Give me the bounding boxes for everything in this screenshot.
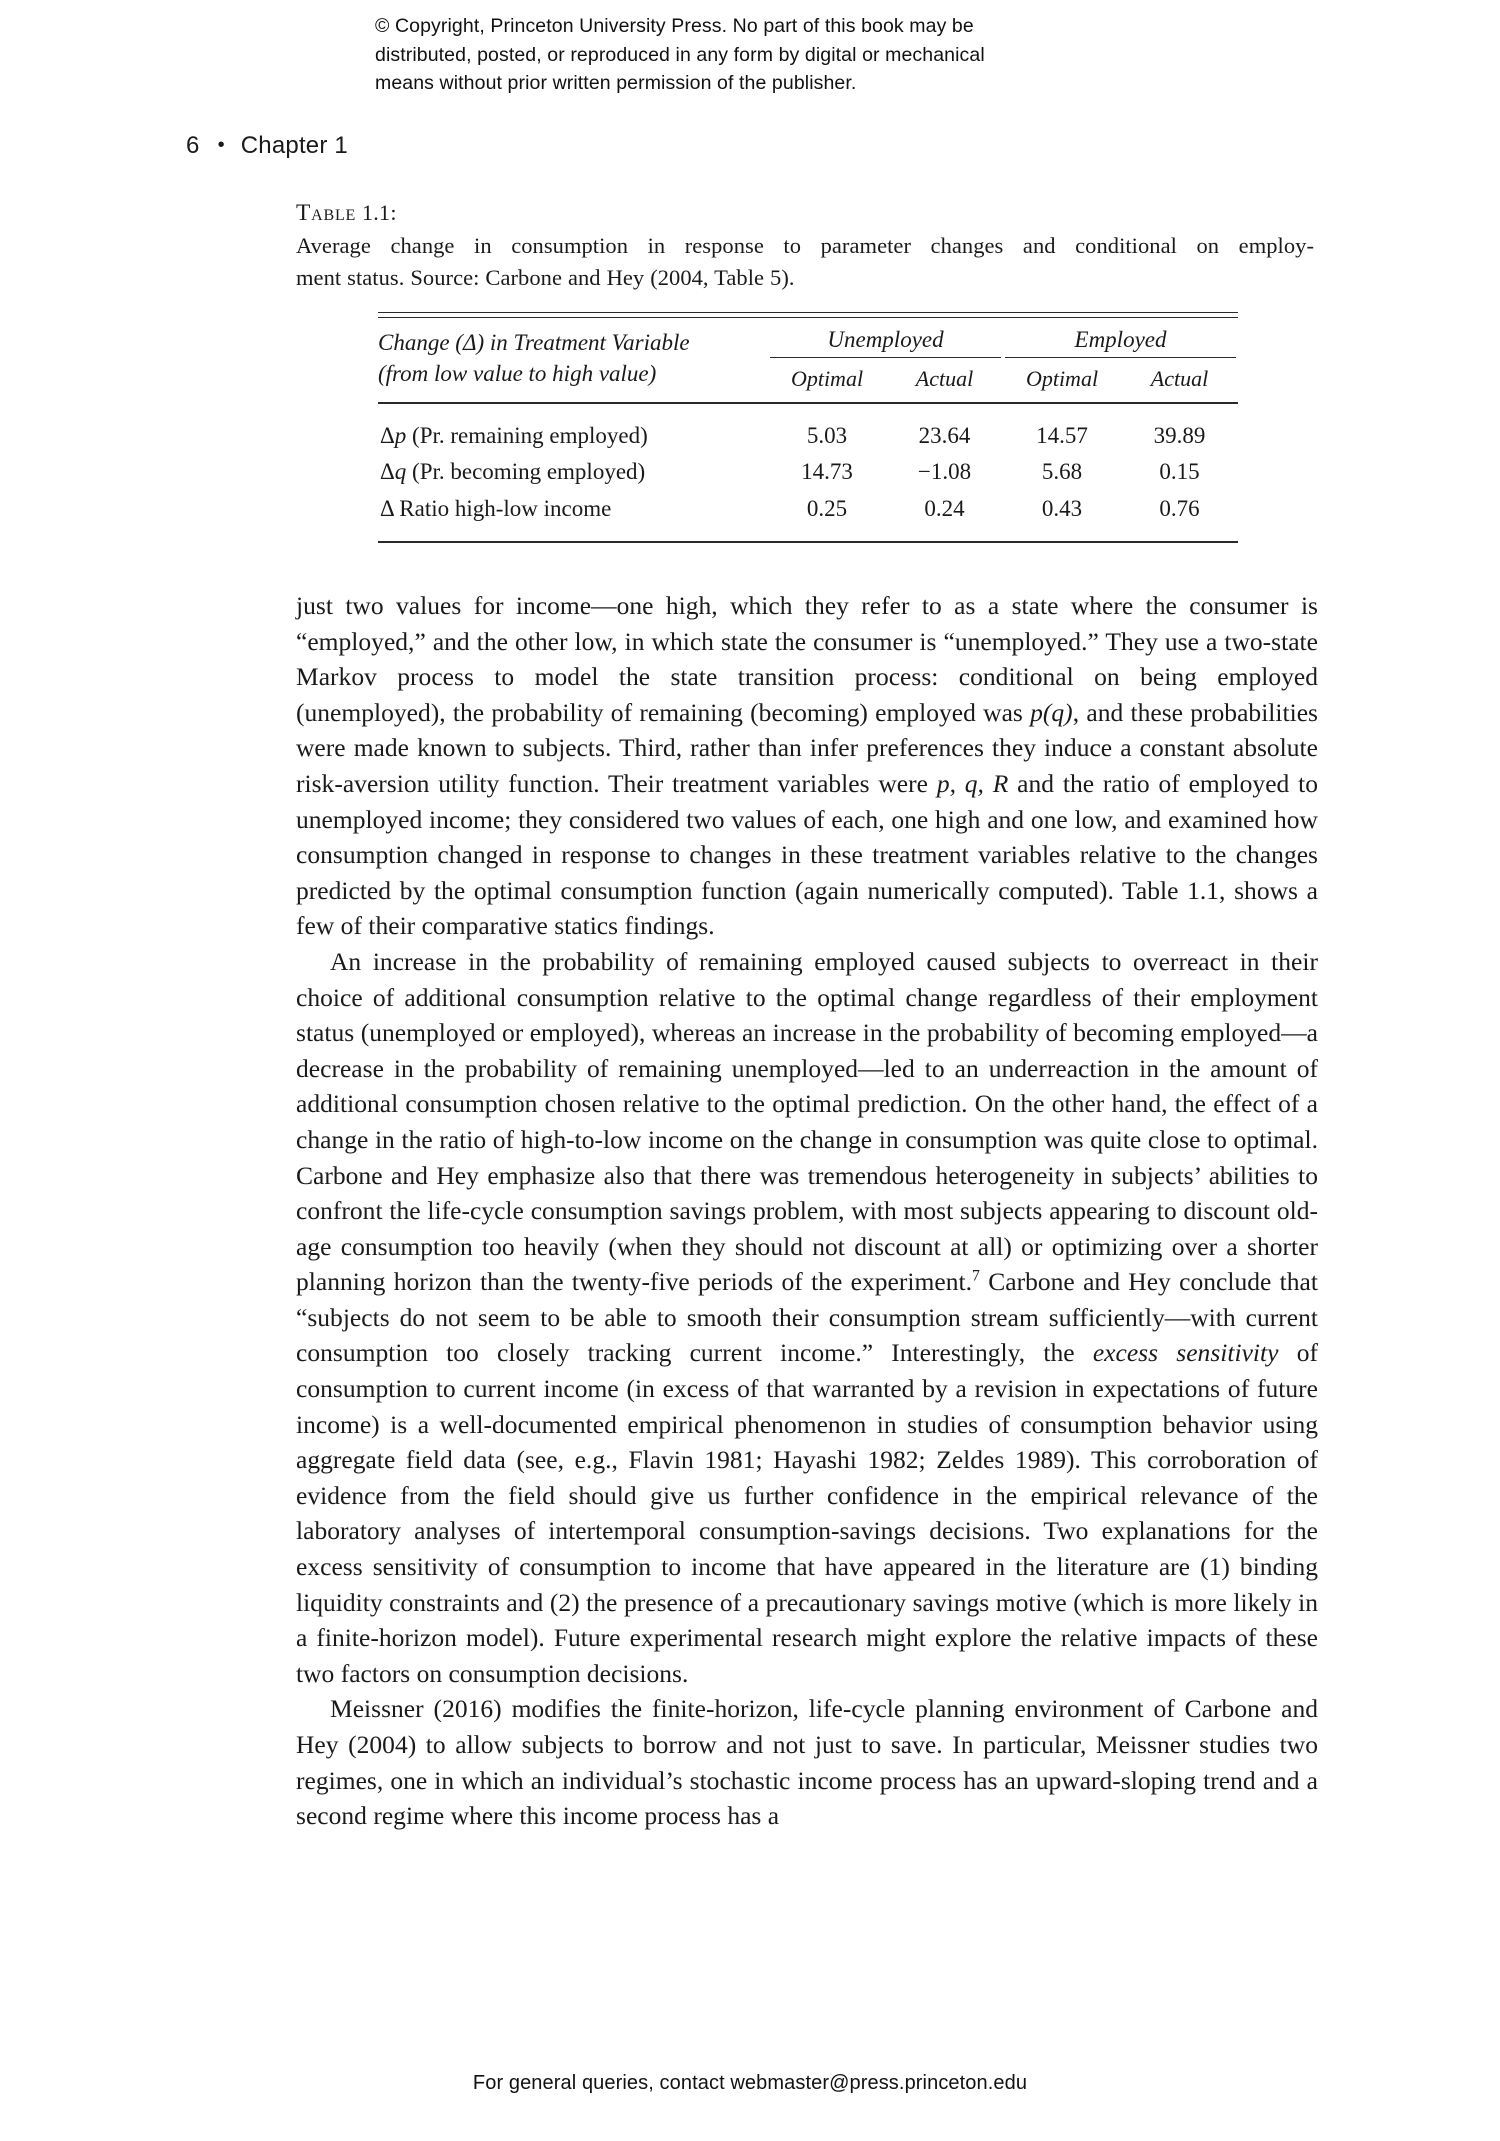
page-number: 6	[186, 132, 200, 159]
running-head	[186, 132, 348, 160]
cell-employed-optimal: 14.57	[1036, 422, 1088, 448]
running-head-separator: •	[217, 134, 225, 156]
table-header-row-groups	[378, 318, 1238, 357]
cell-employed-optimal: 0.43	[1041, 495, 1083, 521]
row-label-text: (Pr. becoming employed)	[406, 459, 646, 485]
cell-unemployed-optimal: 14.73	[801, 459, 853, 485]
stub-header-line-1: Change (Δ) in Treatment Variable	[378, 330, 690, 355]
row-symbol: Δ	[380, 422, 395, 448]
table-caption-line-1: Average change in consumption in response to parameter changes and conditional on employ-	[296, 233, 1314, 258]
para1-segment-a: just two values for income—one high, which they refer to as a state where the consumer is “employed,” and the other low, in which state the consumer is “unemployed.” They use a two-state Markov process to model the state transition process: conditional on being employed (unemployed), the probability of remaining (becoming) employed was	[296, 591, 1318, 727]
paragraph-2	[296, 944, 1318, 1691]
group-header-unemployed: Unemployed	[827, 327, 944, 352]
table-label-prefix: Table	[296, 200, 357, 226]
sub-header-employed-optimal: Optimal	[1025, 366, 1099, 392]
paragraph-3: Meissner (2016) modifies the finite-horizon, life-cycle planning environment of Carbone and Hey (2004) to allow subjects to borrow and not just to save. In particular, Meissner studies two regimes, one in which an individual’s stochastic income process has an upward-sloping trend and a second regime where this income process has a	[296, 1694, 1318, 1831]
table-bottom-rule-row	[378, 541, 1238, 543]
group-rule-unemployed	[768, 357, 1003, 364]
para1-segment-b: , and these probabilities were made known to subjects. Third, rather than infer preferences they induce a constant absolute risk-aversion utility function. Their treatment variables were	[296, 697, 1318, 798]
para1-math-pq: p(q)	[1030, 697, 1073, 727]
copyright-line-2: distributed, posted, or reproduced in any form by digital or mechanical	[375, 43, 985, 66]
table-spacer-row	[378, 527, 1238, 541]
para1-math-pqr: p, q, R	[936, 768, 1009, 798]
group-header-employed: Employed	[1074, 327, 1167, 352]
body-text	[296, 588, 1318, 1834]
table-caption-line-2: ment status. Source: Carbone and Hey (2004, Table 5).	[296, 265, 795, 290]
cell-employed-actual: 39.89	[1153, 422, 1206, 448]
para1-segment-c: and the ratio of employed to unemployed income; they considered two values of each, one high and one low, and examined how consumption changed in response to changes in these treatment variables relative to the changes predicted by the optimal consumption function (again numerically computed). Table 1.1, shows a few of their comparative statics findings.	[296, 768, 1318, 941]
row-label-delta-q	[378, 454, 768, 491]
para2-segment-a: An increase in the probability of remaining employed caused subjects to overreact in their choice of additional consumption relative to the optimal change regardless of their employment status (unemployed or employed), whereas an increase in the probability of becoming employed—a decrease in the probability of remaining unemployed—led to an underreaction in the amount of additional consumption chosen relative to the optimal prediction. On the other hand, the effect of a change in the ratio of high-to-low income on the change in consumption was quite close to optimal. Carbone and Hey emphasize also that there was tremendous heterogeneity in subjects’ abilities to confront the life-cycle consumption savings problem, with most subjects appearing to discount old-age consumption too heavily (when they should not discount at all) or optimizing over a shorter planning horizon than the twenty-five periods of the experiment.	[296, 946, 1318, 1297]
row-variable: p	[394, 422, 407, 448]
cell-unemployed-optimal: 5.03	[806, 422, 848, 448]
sub-header-unemployed-actual: Actual	[915, 366, 974, 392]
table-label-number: 1.1:	[361, 200, 397, 225]
table-label	[296, 198, 1316, 228]
sub-header-unemployed-optimal: Optimal	[790, 366, 864, 392]
stub-header	[378, 318, 768, 402]
table-caption-block	[296, 198, 1316, 294]
table-row	[378, 418, 1238, 455]
cell-unemployed-actual: −1.08	[917, 459, 972, 485]
cell-employed-actual: 0.15	[1159, 459, 1200, 485]
copyright-notice	[375, 12, 1115, 98]
row-label-text: Ratio high-low income	[393, 495, 612, 521]
paragraph-1	[296, 588, 1318, 944]
sub-header-employed-actual: Actual	[1150, 366, 1209, 392]
row-label-delta-p	[378, 418, 768, 455]
stub-header-line-2: (from low value to high value)	[378, 361, 657, 386]
cell-employed-optimal: 5.68	[1041, 459, 1083, 485]
table-spacer-row	[378, 404, 1238, 418]
para2-italic-excess-sensitivity: excess sensitivity	[1092, 1338, 1279, 1368]
para2-segment-c: of consumption to current income (in excess of that warranted by a revision in expectations of future income) is a well-documented empirical phenomenon in studies of consumption behavior using aggregate field data (see, e.g., Flavin 1981; Hayashi 1982; Zeldes 1989). This corroboration of evidence from the field should give us further confidence in the empirical relevance of the laboratory analyses of intertemporal consumption-savings decisions. Two explanations for the excess sensitivity of consumption to income that have appeared in the literature are (1) binding liquidity constraints and (2) the presence of a precautionary savings motive (which is more likely in a finite-horizon model). Future experimental research might explore the relative impacts of these two factors on consumption decisions.	[296, 1338, 1318, 1688]
para2-segment-b: Carbone and Hey conclude that “subjects do not seem to be able to smooth their consumption stream sufficiently—with current consumption too closely tracking current income.” Interestingly, the	[296, 1267, 1318, 1368]
row-variable: q	[394, 459, 407, 485]
data-table	[378, 312, 1238, 543]
row-label-delta-ratio	[378, 491, 768, 528]
group-rule-employed	[1003, 357, 1238, 364]
cell-unemployed-actual: 23.64	[918, 422, 971, 448]
table-bottom-rule	[378, 541, 1238, 543]
footnote-marker-7[interactable]: 7	[971, 1267, 980, 1285]
cell-unemployed-optimal: 0.25	[806, 495, 848, 521]
row-label-text: (Pr. remaining employed)	[406, 422, 648, 448]
table-1-1	[378, 312, 1238, 543]
chapter-title: Chapter 1	[240, 132, 348, 159]
table-caption	[296, 230, 1314, 294]
copyright-line-3: means without prior written permission of the publisher.	[375, 72, 857, 94]
row-symbol: Δ	[380, 495, 394, 521]
cell-employed-actual: 0.76	[1159, 495, 1200, 521]
cell-unemployed-actual: 0.24	[924, 495, 965, 521]
table-row	[378, 491, 1238, 528]
table-row	[378, 454, 1238, 491]
page-footer: For general queries, contact webmaster@press.princeton.edu	[472, 2072, 1028, 2094]
copyright-line-1: © Copyright, Princeton University Press. No part of this book may be	[375, 15, 974, 37]
row-symbol: Δ	[380, 459, 395, 485]
